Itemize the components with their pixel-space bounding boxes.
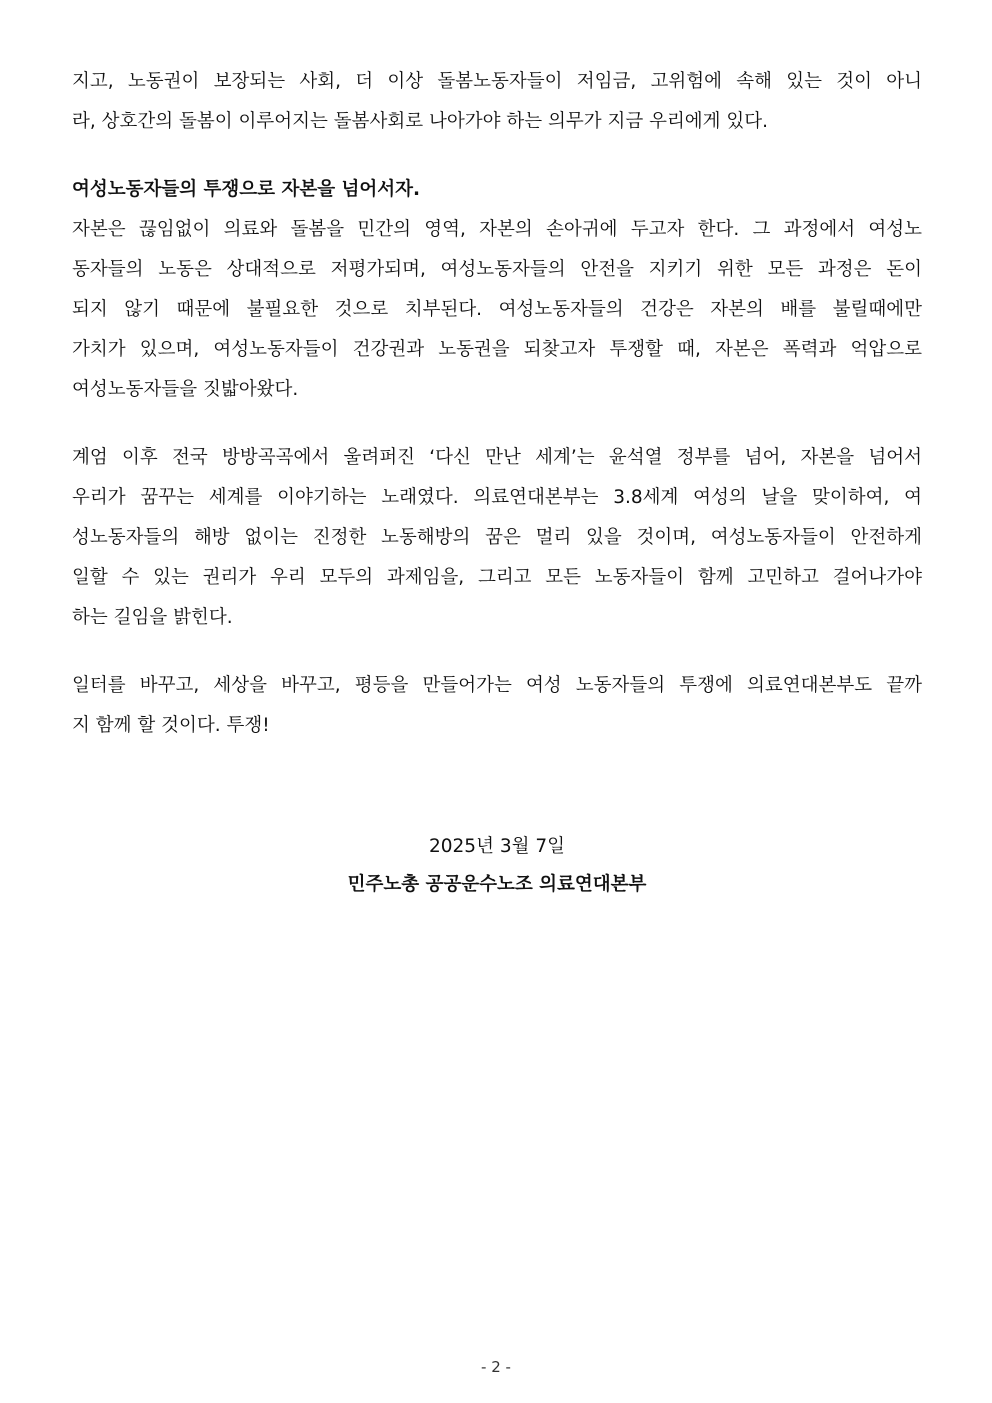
paragraph-gap	[72, 142, 922, 170]
page-number: - 2 -	[481, 1358, 511, 1376]
text-line: 지 함께 할 것이다. 투쟁!	[72, 715, 270, 736]
text-line: 성노동자들의 해방 없이는 진정한 노동해방의 꿈은 멀리 있을 것이며, 여성노동자들이 안전하게	[72, 527, 922, 548]
signature-block	[72, 828, 922, 904]
signature-date: 2025년 3월 7일	[429, 836, 565, 857]
text-line: 하는 길임을 밝힌다.	[72, 607, 233, 628]
paragraph-continuation	[72, 62, 922, 142]
paragraph-gap	[72, 638, 922, 666]
signature-organization: 민주노총 공공운수노조 의료연대본부	[347, 874, 647, 895]
text-line: 여성노동자들을 짓밟아왔다.	[72, 379, 299, 400]
text-line: 가치가 있으며, 여성노동자들이 건강권과 노동권을 되찾고자 투쟁할 때, 자본은 폭력과 억압으로	[72, 339, 922, 360]
document-page	[72, 62, 922, 904]
text-line: 라, 상호간의 돌봄이 이루어지는 돌봄사회로 나아가야 하는 의무가 지금 우리에게 있다.	[72, 111, 769, 132]
section-women-workers	[72, 170, 922, 410]
paragraph-closing	[72, 666, 922, 746]
paragraph-declaration	[72, 438, 922, 638]
signature-gap	[72, 746, 922, 828]
text-line: 자본은 끊임없이 의료와 돌봄을 민간의 영역, 자본의 손아귀에 두고자 한다. 그 과정에서 여성노	[72, 219, 922, 240]
text-line: 동자들의 노동은 상대적으로 저평가되며, 여성노동자들의 안전을 지키기 위한 모든 과정은 돈이	[72, 259, 922, 280]
text-line: 일할 수 있는 권리가 우리 모두의 과제임을, 그리고 모든 노동자들이 함께 고민하고 걸어나가야	[72, 567, 922, 588]
text-line: 우리가 꿈꾸는 세계를 이야기하는 노래였다. 의료연대본부는 3.8세계 여성의 날을 맞이하여, 여	[72, 487, 922, 508]
section-heading: 여성노동자들의 투쟁으로 자본을 넘어서자.	[72, 179, 421, 200]
paragraph-gap	[72, 410, 922, 438]
text-line: 일터를 바꾸고, 세상을 바꾸고, 평등을 만들어가는 여성 노동자들의 투쟁에 의료연대본부도 끝까	[72, 675, 922, 696]
text-line: 되지 않기 때문에 불필요한 것으로 치부된다. 여성노동자들의 건강은 자본의 배를 불릴때에만	[72, 299, 922, 320]
text-line: 지고, 노동권이 보장되는 사회, 더 이상 돌봄노동자들이 저임금, 고위험에 속해 있는 것이 아니	[72, 71, 922, 92]
text-line: 계엄 이후 전국 방방곡곡에서 울려퍼진 ‘다신 만난 세계’는 윤석열 정부를 넘어, 자본을 넘어서	[72, 447, 922, 468]
